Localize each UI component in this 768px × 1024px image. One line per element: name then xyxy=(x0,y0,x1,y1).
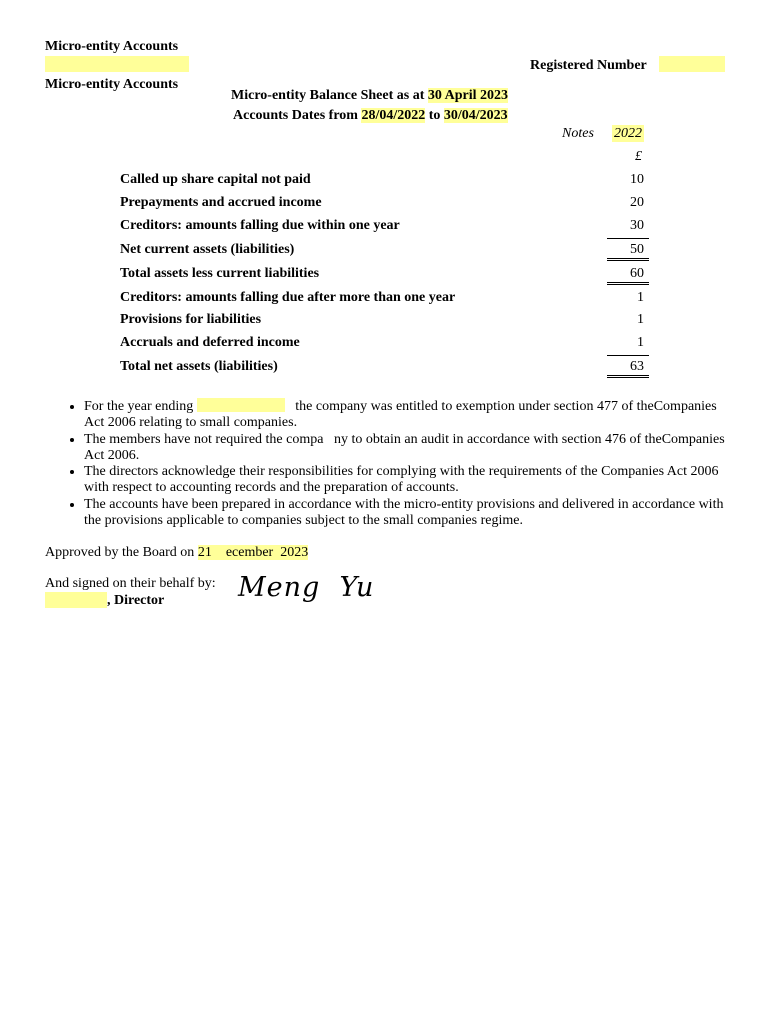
double-rule xyxy=(607,375,649,378)
row-label-total-net-assets: Total net assets (liabilities) xyxy=(120,359,278,374)
row-value-prepayments: 20 xyxy=(630,195,644,210)
currency-label: £ xyxy=(635,149,642,164)
balance-sheet-title-prefix: Micro-entity Balance Sheet as at xyxy=(231,88,428,103)
row-label-creditors-after-year: Creditors: amounts falling due after more than one year xyxy=(120,290,456,305)
director-signature: Meng Yu xyxy=(238,572,375,603)
row-value-provisions: 1 xyxy=(637,312,644,327)
notes-column-label: Notes xyxy=(562,126,594,141)
company-name-placeholder xyxy=(45,56,189,72)
company-heading: Micro-entity Accounts xyxy=(45,39,179,54)
row-label-provisions: Provisions for liabilities xyxy=(120,312,262,327)
approval-date: 21 ecember 2023 xyxy=(197,545,309,560)
statements-list xyxy=(64,398,734,529)
accounts-dates-prefix: Accounts Dates from xyxy=(233,108,362,123)
row-label-net-current-assets: Net current assets (liabilities) xyxy=(120,242,295,257)
row-label-total-assets-less-liabilities: Total assets less current liabilities xyxy=(120,266,320,281)
subtotal-rule xyxy=(607,238,649,239)
row-value-share-capital: 10 xyxy=(630,172,644,187)
date-from: 28/04/2022 xyxy=(361,108,426,123)
row-value-net-current-assets: 50 xyxy=(630,242,644,257)
row-label-share-capital: Called up share capital not paid xyxy=(120,172,311,187)
signing-label: And signed on their behalf by: xyxy=(45,576,216,591)
company-subheading: Micro-entity Accounts xyxy=(45,77,179,92)
row-value-creditors-after-year: 1 xyxy=(637,290,644,305)
statement-exemption-prefix: For the year ending xyxy=(84,399,194,414)
row-value-accruals: 1 xyxy=(637,335,644,350)
statement-exemption xyxy=(84,398,734,432)
director-role: , Director xyxy=(107,593,165,608)
row-value-creditors-within-year: 30 xyxy=(630,218,644,233)
row-label-creditors-within-year: Creditors: amounts falling due within one year xyxy=(120,218,400,233)
year-column-label: 2022 xyxy=(614,126,642,141)
statement-responsibilities: • The directors acknowledge their responsibilities for complying with the requirements of the Companies Act 2006 with respect to accounting records and the preparation of accounts. xyxy=(84,464,734,497)
date-to-word: to xyxy=(425,108,444,123)
double-rule xyxy=(607,282,649,285)
year-ending-placeholder xyxy=(197,398,285,412)
registered-number-placeholder xyxy=(659,56,725,72)
subtotal-rule xyxy=(607,355,649,356)
director-name-placeholder xyxy=(45,592,107,608)
approval-line xyxy=(45,544,308,561)
approval-prefix: Approved by the Board on xyxy=(45,545,198,560)
statement-audit-part1: The members have not required the compa xyxy=(84,431,324,447)
row-label-prepayments: Prepayments and accrued income xyxy=(120,195,322,210)
statement-preparation: • The accounts have been prepared in accordance with the micro-entity provisions and delivered in accordance with the provisions applicable to companies subject to the small companies regime. xyxy=(84,497,734,530)
statement-exemption-rest: the company was entitled to exemption under section 477 of theCompanies Act 2006 relating to small companies. xyxy=(84,399,717,431)
date-to: 30/04/2023 xyxy=(443,108,508,123)
balance-sheet-date: 30 April 2023 xyxy=(427,88,508,103)
statement-audit-part2: ny to obtain an audit in accordance with section 476 of theCompanies Act 2006. xyxy=(84,431,725,463)
accounts-dates xyxy=(233,107,508,124)
balance-sheet-title xyxy=(231,87,508,104)
row-value-total-net-assets: 63 xyxy=(630,359,644,374)
row-label-accruals: Accruals and deferred income xyxy=(120,335,300,350)
statement-audit xyxy=(84,432,734,465)
row-value-total-assets-less-liabilities: 60 xyxy=(630,266,644,281)
double-rule xyxy=(607,258,649,261)
registered-number-label: Registered Number xyxy=(530,58,647,73)
